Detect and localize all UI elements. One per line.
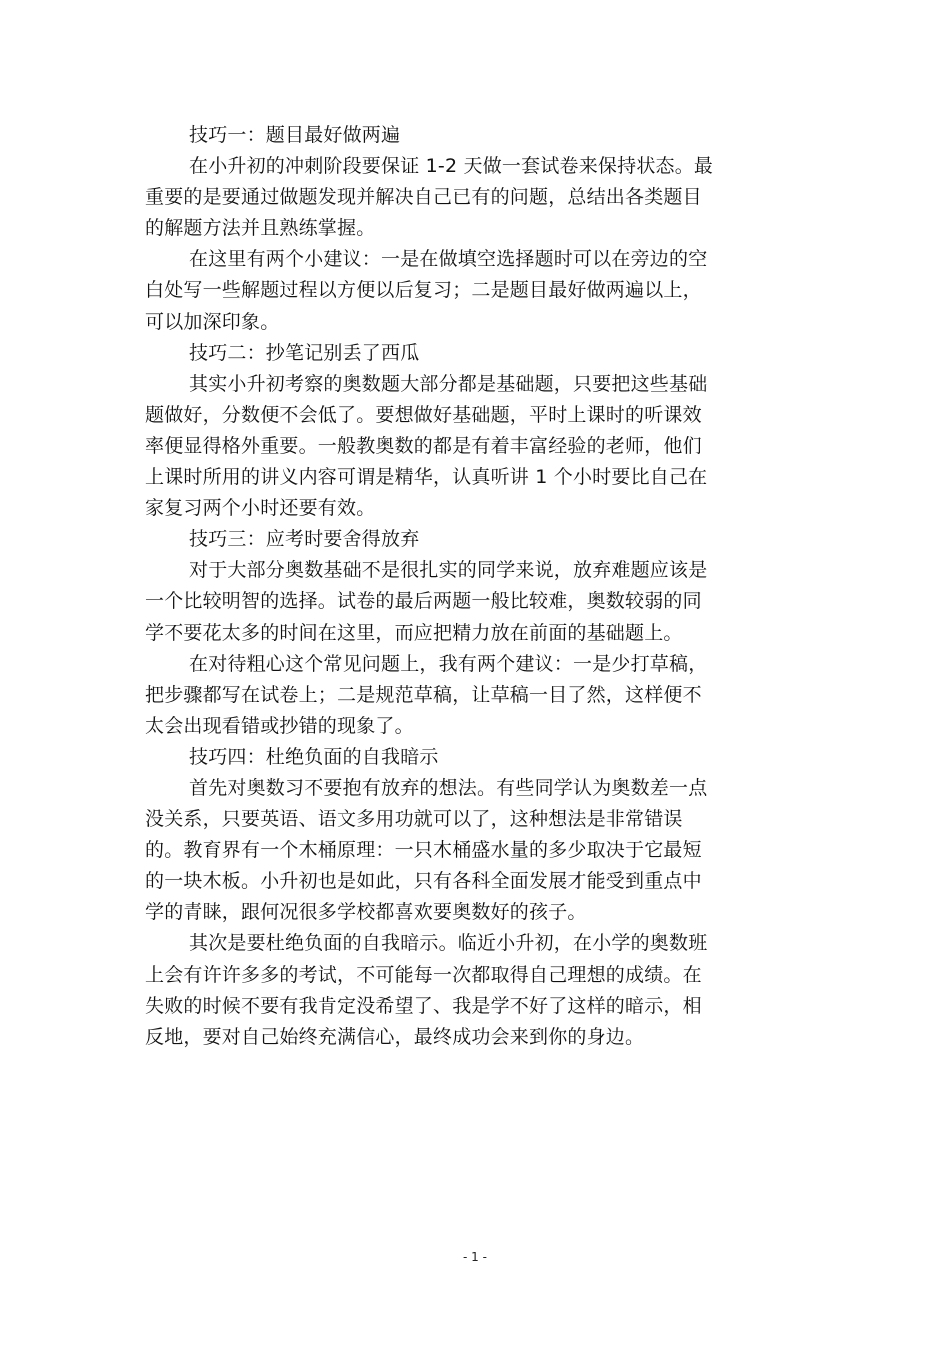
- paragraph-line: 在对待粗心这个常见问题上，我有两个建议：一是少打草稿，: [189, 652, 708, 675]
- paragraph-line: 题做好，分数便不会低了。要想做好基础题，平时上课时的听课效: [145, 403, 702, 426]
- paragraph-line: 其次是要杜绝负面的自我暗示。临近小升初，在小学的奥数班: [189, 932, 708, 955]
- paragraph-line: 学的青睐，跟何况很多学校都喜欢要奥数好的孩子。: [145, 901, 587, 924]
- paragraph-line: 学不要花太多的时间在这里，而应把精力放在前面的基础题上。: [145, 621, 683, 644]
- paragraph-line: 对于大部分奥数基础不是很扎实的同学来说，放弃难题应该是: [189, 559, 708, 582]
- paragraph-line: 的。教育界有一个木桶原理：一只木桶盛水量的多少取决于它最短: [145, 839, 702, 862]
- paragraph-line: 在这里有两个小建议：一是在做填空选择题时可以在旁边的空: [189, 248, 708, 271]
- heading-tip-4: 技巧四：杜绝负面的自我暗示: [189, 745, 439, 768]
- paragraph-line: 把步骤都写在试卷上；二是规范草稿，让草稿一目了然，这样便不: [145, 683, 702, 706]
- paragraph-line: 一个比较明智的选择。试卷的最后两题一般比较难，奥数较弱的同: [145, 590, 702, 613]
- paragraph-line: 的解题方法并且熟练掌握。: [145, 217, 376, 240]
- paragraph-line: 太会出现看错或抄错的现象了。: [145, 714, 414, 737]
- heading-tip-1: 技巧一：题目最好做两遍: [189, 124, 401, 146]
- paragraph-line: 上会有许许多多的考试，不可能每一次都取得自己理想的成绩。在: [145, 963, 702, 986]
- page-number: - 1 -: [463, 1250, 487, 1264]
- paragraph-line: 其实小升初考察的奥数题大部分都是基础题，只要把这些基础: [189, 372, 708, 395]
- paragraph-line: 失败的时候不要有我肯定没希望了、我是学不好了这样的暗示，相: [145, 994, 702, 1017]
- paragraph-line: 可以加深印象。: [145, 310, 280, 333]
- paragraph-line: 白处写一些解题过程以方便以后复习；二是题目最好做两遍以上，: [145, 279, 702, 302]
- heading-tip-3: 技巧三：应考时要舍得放弃: [189, 528, 420, 551]
- paragraph-line: 的一块木板。小升初也是如此，只有各科全面发展才能受到重点中: [145, 870, 702, 893]
- document-body: [145, 120, 790, 1053]
- paragraph-line: 反地，要对自己始终充满信心，最终成功会来到你的身边。: [145, 1025, 645, 1048]
- paragraph-line: 首先对奥数习不要抱有放弃的想法。有些同学认为奥数差一点: [189, 776, 708, 799]
- paragraph-line: 重要的是要通过做题发现并解决自己已有的问题，总结出各类题目: [145, 186, 702, 209]
- paragraph-line: 率便显得格外重要。一般教奥数的都是有着丰富经验的老师，他们: [145, 434, 702, 457]
- paragraph-line: 在小升初的冲刺阶段要保证 1-2 天做一套试卷来保持状态。最: [189, 155, 714, 178]
- paragraph-line: 没关系，只要英语、语文多用功就可以了，这种想法是非常错误: [145, 808, 683, 831]
- paragraph-line: 家复习两个小时还要有效。: [145, 497, 376, 520]
- paragraph-line: 上课时所用的讲义内容可谓是精华，认真听讲 1 个小时要比自己在: [145, 466, 708, 489]
- heading-tip-2: 技巧二：抄笔记别丢了西瓜: [189, 341, 420, 364]
